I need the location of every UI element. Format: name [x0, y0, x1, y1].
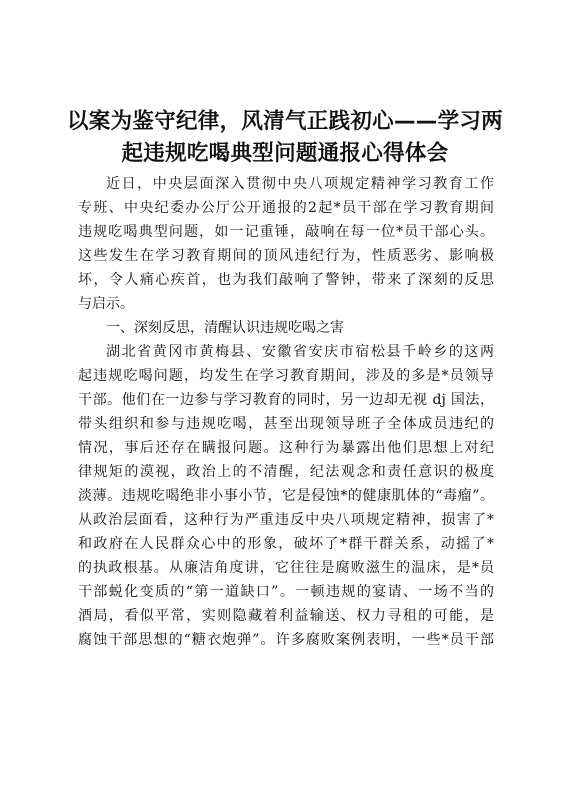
text-line: 湖北省黄冈市黄梅县、安徽省安庆市宿松县千岭乡的这两 — [106, 344, 494, 360]
document-title — [56, 106, 514, 170]
text-line: 专班、中央纪委办公厅公开通报的2起*员干部在学习教育期间 — [78, 200, 494, 216]
text-line: 律规矩的漠视，政治上的不清醒，纪法观念和责任意识的极度 — [78, 464, 494, 480]
text-line: 淡薄。违规吃喝绝非小事小节，它是侵蚀*的健康肌体的“毒瘤”。 — [78, 488, 494, 504]
title-line-2: 起违规吃喝典型问题通报心得体会 — [121, 141, 449, 166]
text-line: 的执政根基。从廉洁角度讲，它往往是腐败滋生的温床，是*员 — [78, 560, 494, 576]
text-line: 与启示。 — [78, 296, 134, 312]
text-line: 这些发生在学习教育期间的顶风违纪行为，性质恶劣、影响极 — [78, 248, 494, 264]
text-line: 违规吃喝典型问题，如一记重锤，敲响在每一位*员干部心头。 — [78, 224, 494, 240]
text-line: 坏，令人痛心疾首，也为我们敲响了警钟，带来了深刻的反思 — [78, 272, 494, 288]
text-line: 和政府在人民群众心中的形象，破坏了*群干群关系，动摇了* — [78, 536, 494, 552]
text-line: 近日，中央层面深入贯彻中央八项规定精神学习教育工作 — [106, 176, 494, 192]
paragraph-section-1 — [78, 340, 494, 652]
text-line: 酒局，看似平常，实则隐藏着利益输送、权力寻租的可能，是 — [78, 608, 494, 624]
text-line: 起违规吃喝问题，均发生在学习教育期间，涉及的多是*员领导 — [78, 368, 494, 384]
text-line: 干部。他们在一边参与学习教育的同时，另一边却无视 dj 国法， — [78, 392, 494, 408]
text-line: 情况，事后还存在瞒报问题。这种行为暴露出他们思想上对纪 — [78, 440, 494, 456]
title-line-1: 以案为鉴守纪律，风清气正践初心——学习两 — [66, 109, 503, 134]
document-body — [78, 172, 494, 652]
text-line: 干部蜕化变质的“第一道缺口”。一顿违规的宴请、一场不当的 — [78, 584, 494, 600]
paragraph-intro — [78, 172, 494, 316]
section-heading: 一、深刻反思，清醒认识违规吃喝之害 — [106, 320, 344, 336]
text-line: 带头组织和参与违规吃喝，甚至出现领导班子全体成员违纪的 — [78, 416, 494, 432]
text-line: 腐蚀干部思想的“糖衣炮弹”。许多腐败案例表明，一些*员干部 — [78, 632, 494, 648]
text-line: 从政治层面看，这种行为严重违反中央八项规定精神，损害了* — [78, 512, 494, 528]
